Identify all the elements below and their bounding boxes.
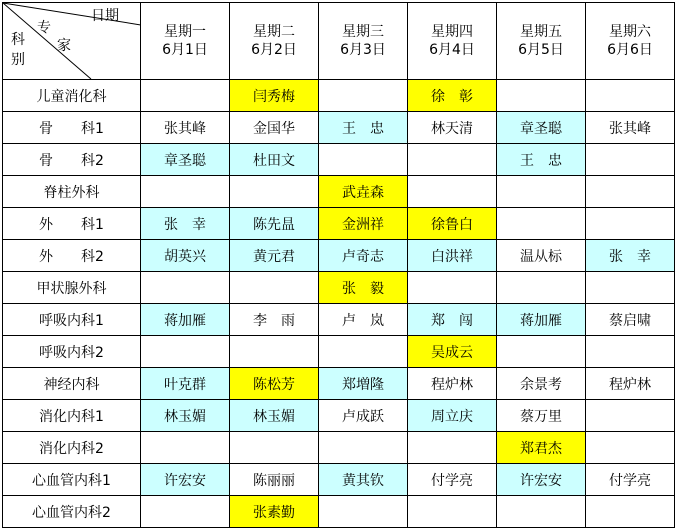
table-row bbox=[3, 176, 675, 208]
expert-cell: 张 毅 bbox=[319, 272, 408, 304]
weekday-label: 星期五 bbox=[520, 24, 562, 40]
expert-cell bbox=[586, 496, 675, 528]
department-cell: 骨 科2 bbox=[3, 144, 141, 176]
expert-cell: 闫秀梅 bbox=[230, 80, 319, 112]
table-row bbox=[3, 240, 675, 272]
expert-cell: 许宏安 bbox=[141, 464, 230, 496]
expert-cell: 徐 彰 bbox=[408, 80, 497, 112]
expert-cell: 郑 闯 bbox=[408, 304, 497, 336]
expert-cell: 温从标 bbox=[497, 240, 586, 272]
expert-cell: 蔡万里 bbox=[497, 400, 586, 432]
expert-cell: 蔡启啸 bbox=[586, 304, 675, 336]
department-cell: 心血管内科1 bbox=[3, 464, 141, 496]
expert-cell bbox=[408, 144, 497, 176]
table-row bbox=[3, 432, 675, 464]
department-cell: 呼吸内科2 bbox=[3, 336, 141, 368]
expert-cell bbox=[586, 80, 675, 112]
expert-cell: 金洲祥 bbox=[319, 208, 408, 240]
expert-cell: 李 雨 bbox=[230, 304, 319, 336]
department-cell: 儿童消化科 bbox=[3, 80, 141, 112]
expert-cell bbox=[586, 144, 675, 176]
expert-cell bbox=[497, 272, 586, 304]
expert-cell bbox=[408, 432, 497, 464]
department-cell: 外 科2 bbox=[3, 240, 141, 272]
table-row bbox=[3, 336, 675, 368]
department-cell: 消化内科1 bbox=[3, 400, 141, 432]
table-row bbox=[3, 464, 675, 496]
expert-cell: 杜田文 bbox=[230, 144, 319, 176]
corner-expert-label-1: 专 bbox=[37, 20, 51, 36]
day-header-mon bbox=[141, 3, 230, 80]
expert-cell bbox=[586, 272, 675, 304]
expert-cell bbox=[319, 496, 408, 528]
expert-cell bbox=[230, 432, 319, 464]
expert-cell: 林玉媚 bbox=[141, 400, 230, 432]
expert-cell bbox=[586, 432, 675, 464]
expert-cell: 张其峰 bbox=[141, 112, 230, 144]
expert-cell bbox=[141, 496, 230, 528]
expert-cell: 金国华 bbox=[230, 112, 319, 144]
expert-cell bbox=[586, 208, 675, 240]
expert-cell: 章圣聪 bbox=[497, 112, 586, 144]
expert-cell bbox=[141, 336, 230, 368]
expert-cell: 吴成云 bbox=[408, 336, 497, 368]
expert-cell: 卢成跃 bbox=[319, 400, 408, 432]
expert-cell: 武垚森 bbox=[319, 176, 408, 208]
corner-expert-label-2: 家 bbox=[57, 38, 71, 54]
expert-cell bbox=[230, 272, 319, 304]
expert-cell: 郑君杰 bbox=[497, 432, 586, 464]
expert-cell bbox=[497, 80, 586, 112]
corner-header-cell bbox=[3, 3, 141, 80]
expert-cell: 程炉林 bbox=[586, 368, 675, 400]
corner-date-label: 日期 bbox=[91, 8, 119, 24]
expert-cell: 张 幸 bbox=[141, 208, 230, 240]
expert-cell bbox=[586, 176, 675, 208]
expert-cell bbox=[141, 432, 230, 464]
expert-cell: 张 幸 bbox=[586, 240, 675, 272]
expert-cell: 白洪祥 bbox=[408, 240, 497, 272]
expert-cell: 陈松芳 bbox=[230, 368, 319, 400]
expert-cell: 叶克群 bbox=[141, 368, 230, 400]
expert-cell: 蒋加雁 bbox=[141, 304, 230, 336]
expert-cell bbox=[230, 336, 319, 368]
expert-cell bbox=[141, 272, 230, 304]
day-header-fri bbox=[497, 3, 586, 80]
weekday-label: 星期三 bbox=[342, 24, 384, 40]
date-label: 6月5日 bbox=[518, 42, 564, 58]
weekday-label: 星期二 bbox=[253, 24, 295, 40]
expert-cell bbox=[141, 80, 230, 112]
expert-cell: 张素勤 bbox=[230, 496, 319, 528]
department-cell: 呼吸内科1 bbox=[3, 304, 141, 336]
expert-cell bbox=[586, 400, 675, 432]
expert-cell bbox=[408, 496, 497, 528]
expert-cell bbox=[497, 336, 586, 368]
table-row bbox=[3, 400, 675, 432]
expert-cell: 卢奇志 bbox=[319, 240, 408, 272]
expert-cell: 陈丽丽 bbox=[230, 464, 319, 496]
expert-cell: 林玉媚 bbox=[230, 400, 319, 432]
expert-cell: 徐鲁白 bbox=[408, 208, 497, 240]
department-cell: 骨 科1 bbox=[3, 112, 141, 144]
expert-cell bbox=[319, 80, 408, 112]
expert-cell: 余景考 bbox=[497, 368, 586, 400]
date-label: 6月1日 bbox=[162, 42, 208, 58]
expert-cell: 王 忠 bbox=[497, 144, 586, 176]
expert-cell bbox=[408, 176, 497, 208]
expert-cell: 黄其钦 bbox=[319, 464, 408, 496]
department-cell: 外 科1 bbox=[3, 208, 141, 240]
weekday-label: 星期六 bbox=[609, 24, 651, 40]
weekday-label: 星期四 bbox=[431, 24, 473, 40]
header-row bbox=[3, 3, 675, 80]
date-label: 6月3日 bbox=[340, 42, 386, 58]
expert-cell bbox=[408, 272, 497, 304]
corner-dept-label-2: 别 bbox=[11, 52, 25, 68]
expert-cell: 程炉林 bbox=[408, 368, 497, 400]
table-row bbox=[3, 208, 675, 240]
expert-cell: 章圣聪 bbox=[141, 144, 230, 176]
table-row bbox=[3, 496, 675, 528]
expert-cell bbox=[319, 432, 408, 464]
expert-cell bbox=[230, 176, 319, 208]
day-header-thu bbox=[408, 3, 497, 80]
department-cell: 脊柱外科 bbox=[3, 176, 141, 208]
expert-cell: 林天清 bbox=[408, 112, 497, 144]
expert-cell bbox=[497, 176, 586, 208]
expert-cell: 张其峰 bbox=[586, 112, 675, 144]
expert-cell: 王 忠 bbox=[319, 112, 408, 144]
table-row bbox=[3, 112, 675, 144]
department-cell: 心血管内科2 bbox=[3, 496, 141, 528]
day-header-sat bbox=[586, 3, 675, 80]
expert-cell bbox=[586, 336, 675, 368]
day-header-tue bbox=[230, 3, 319, 80]
expert-cell: 陈先昷 bbox=[230, 208, 319, 240]
expert-cell: 郑増隆 bbox=[319, 368, 408, 400]
weekday-label: 星期一 bbox=[164, 24, 206, 40]
department-cell: 消化内科2 bbox=[3, 432, 141, 464]
expert-cell: 付学亮 bbox=[408, 464, 497, 496]
table-row bbox=[3, 304, 675, 336]
expert-cell bbox=[497, 496, 586, 528]
date-label: 6月2日 bbox=[251, 42, 297, 58]
expert-cell: 卢 岚 bbox=[319, 304, 408, 336]
table-row bbox=[3, 272, 675, 304]
expert-cell: 付学亮 bbox=[586, 464, 675, 496]
corner-dept-label-1: 科 bbox=[11, 32, 25, 48]
day-header-wed bbox=[319, 3, 408, 80]
expert-cell: 黄元君 bbox=[230, 240, 319, 272]
table-row bbox=[3, 368, 675, 400]
expert-cell: 胡英兴 bbox=[141, 240, 230, 272]
department-cell: 神经内科 bbox=[3, 368, 141, 400]
date-label: 6月6日 bbox=[607, 42, 653, 58]
department-cell: 甲状腺外科 bbox=[3, 272, 141, 304]
expert-cell bbox=[141, 176, 230, 208]
table-row bbox=[3, 144, 675, 176]
table-row bbox=[3, 80, 675, 112]
expert-cell bbox=[319, 144, 408, 176]
expert-cell bbox=[319, 336, 408, 368]
expert-cell bbox=[497, 208, 586, 240]
expert-schedule-table bbox=[2, 2, 675, 528]
expert-cell: 蒋加雁 bbox=[497, 304, 586, 336]
date-label: 6月4日 bbox=[429, 42, 475, 58]
expert-cell: 许宏安 bbox=[497, 464, 586, 496]
schedule-body bbox=[3, 3, 675, 528]
expert-cell: 周立庆 bbox=[408, 400, 497, 432]
